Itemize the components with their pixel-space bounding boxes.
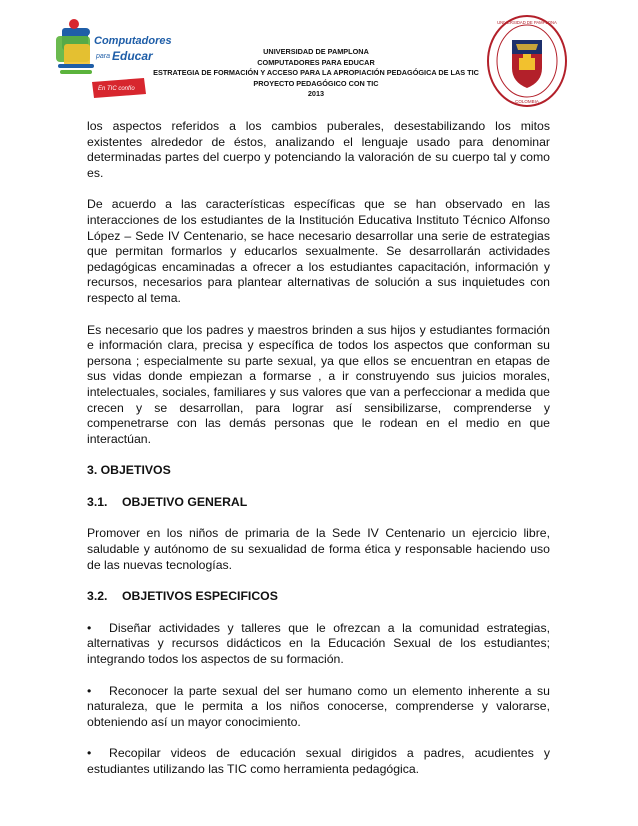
heading-general-objective [87, 495, 550, 511]
heading-specific-objectives [87, 589, 550, 605]
document-body [87, 119, 550, 794]
heading-number: 3.2. [87, 589, 108, 604]
bullet-icon: • [87, 620, 92, 635]
heading-number: 3.1. [87, 494, 108, 509]
heading-label: OBJETIVO GENERAL [122, 494, 248, 509]
paragraph-characteristics: De acuerdo a las características específicas que se han observado en las interacciones de los estudiantes de la Institución Educativa Instituto Técnico Alfonso López – Sede IV Centenario, se hace necesario desarrollar una serie de estrategias que permitan formarlos y educarlos sexualmente. Se desarrollarán actividades pedagógicas encaminadas a ofrecer a los estudiantes capacitación, información y recursos, necesarios para plantear alternativas de solución a sus inquietudes con respecto al tema. [87, 197, 550, 305]
svg-text:Educar: Educar [112, 49, 153, 63]
page-header [0, 0, 638, 118]
objective-text: Recopilar videos de educación sexual dirigidos a padres, acudientes y estudiantes utilizando las TIC como herramienta pedagógica. [87, 746, 550, 776]
logo-tagline-badge [92, 78, 146, 98]
logo-people-icon [56, 19, 94, 74]
objective-text: Diseñar actividades y talleres que le ofrezcan a la comunidad estrategias, alternativas y recursos didácticos en la Educación Sexual de los estudiantes; integrando todos los aspectos de su formación. [87, 620, 550, 667]
universidad-de-pamplona-seal [486, 14, 568, 108]
svg-text:para: para [96, 53, 111, 60]
header-project: PROYECTO PEDAGÓGICO CON TIC [253, 78, 379, 88]
paragraph-general-objective: Promover en los niños de primaria de la Sede IV Centenario un ejercicio libre, saludable y autónomo de su sexualidad de forma ética y responsable haciendo uso de las nuevas tecnologías. [87, 526, 550, 572]
header-program: COMPUTADORES PARA EDUCAR [257, 57, 375, 67]
heading-label: OBJETIVOS ESPECIFICOS [122, 589, 278, 604]
bullet-icon: • [87, 683, 92, 698]
list-item-objective-3 [87, 746, 550, 777]
objective-text: Reconocer la parte sexual del ser humano como un elemento inherente a su naturaleza, que le permita a los niños conocerse, comprenderse y valorarse, obteniendo así un mayor conocimiento. [87, 683, 550, 729]
svg-text:En TIC confío: En TIC confío [98, 86, 135, 92]
svg-text:Computadores: Computadores [94, 35, 172, 47]
header-strategy: ESTRATEGIA DE FORMACIÓN Y ACCESO PARA LA APROPIACIÓN PEDAGÓGICA DE LAS TIC [153, 68, 479, 78]
svg-text:UNIVERSIDAD DE PAMPLONA: UNIVERSIDAD DE PAMPLONA [497, 20, 557, 25]
list-item-objective-1 [87, 621, 550, 668]
header-university: UNIVERSIDAD DE PAMPLONA [263, 47, 369, 56]
paragraph-pubertal-changes: los aspectos referidos a los cambios puberales, desestabilizando los mitos existentes alrededor de éstos, analizando el lenguaje usado para denominar determinadas partes del cuerpo y potenciando la valoración de su cuerpo tal y como es. [87, 119, 550, 180]
paragraph-parents-teachers: Es necesario que los padres y maestros brinden a sus hijos y estudiantes formación e información clara, precisa y específica de todos los aspectos que conforman su persona ; especialmente su parte sexual, ya que ellos se encuentran en etapas de sus vidas donde empiezan a formarse , a ir construyendo sus juicios morales, intelectuales, sociales, familiares y sus valores que van a perfeccionar a medida que crecen y se desarrollan, para lograr así sensibilizarse, comprenderse y compenetrarse con las demás personas que le rodean en el medio en que interactúan. [87, 322, 550, 446]
heading-objectives: 3. OBJETIVOS [87, 463, 171, 478]
svg-text:COLOMBIA: COLOMBIA [515, 99, 539, 104]
header-year: 2013 [307, 89, 325, 99]
list-item-objective-2 [87, 684, 550, 731]
bullet-icon: • [87, 746, 92, 761]
seal-shield-icon [512, 40, 542, 88]
header-text-block [140, 47, 492, 100]
